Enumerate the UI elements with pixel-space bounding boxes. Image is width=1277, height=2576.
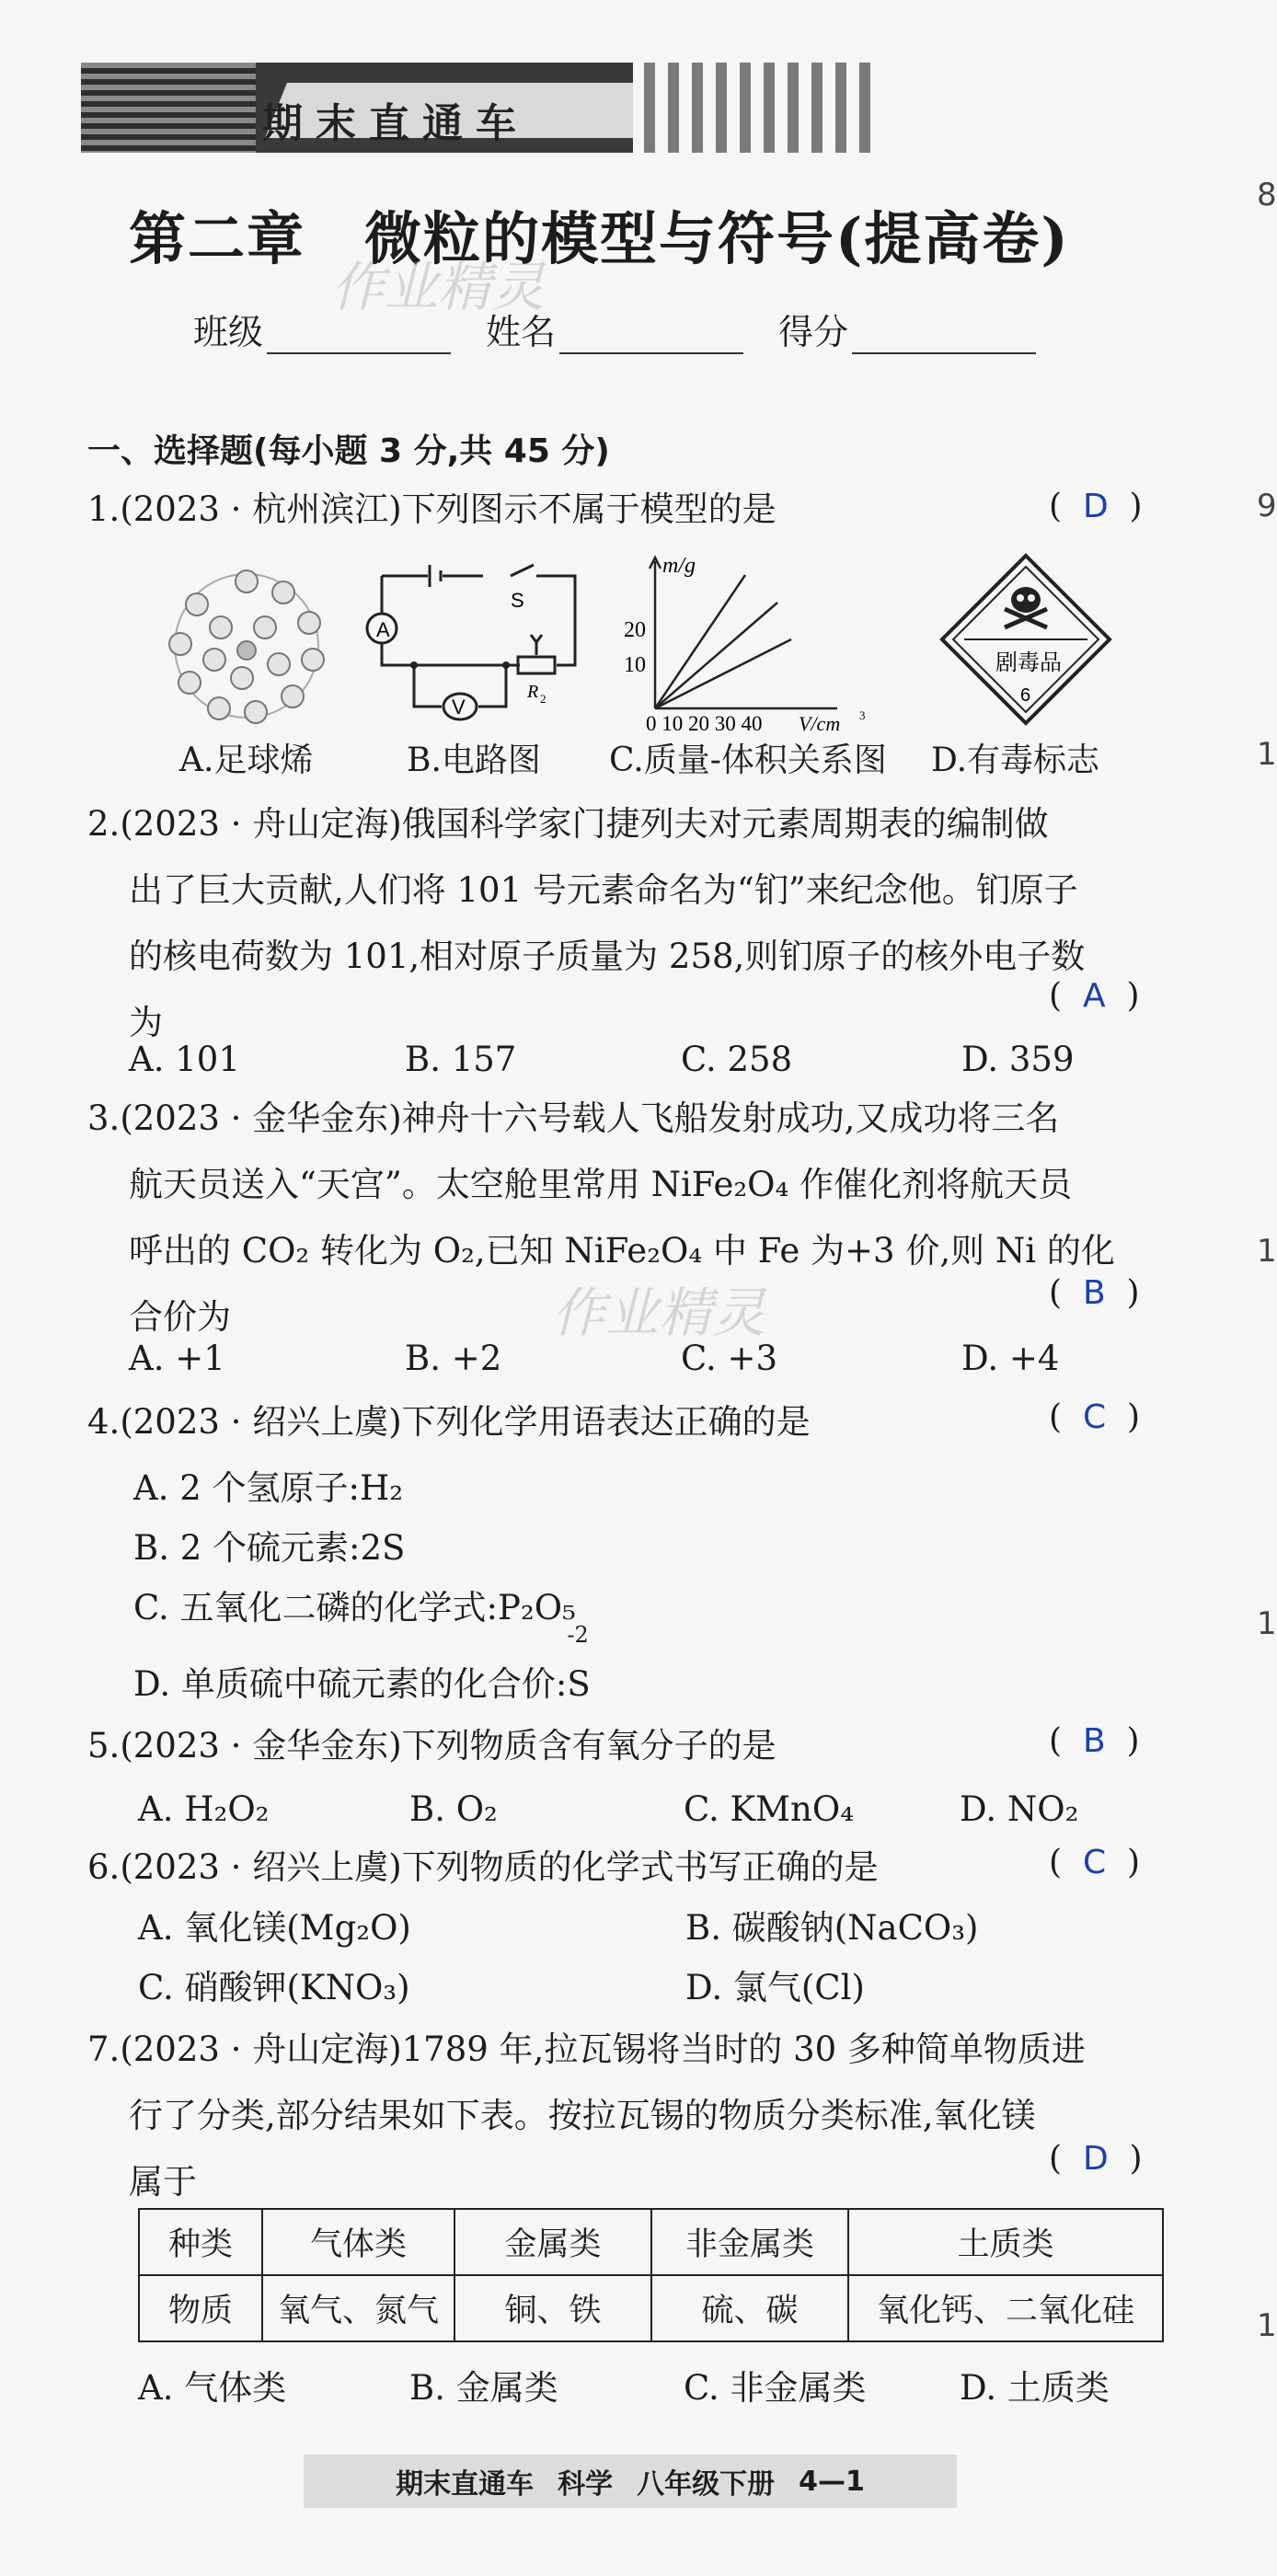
table-row xyxy=(139,2209,1163,2275)
section-heading: 一、选择题(每小题 3 分,共 45 分) xyxy=(87,432,610,470)
q7-answer-box: ( D ) xyxy=(1049,2140,1143,2178)
q6-option-c[interactable]: C. 硝酸钾(KNO₃) xyxy=(138,1968,410,2007)
q4-option-a[interactable]: A. 2 个氢原子:H₂ xyxy=(133,1468,404,1508)
resistor-sub: 2 xyxy=(540,692,546,706)
edge-mark: 9 xyxy=(1257,488,1277,524)
graph-x-ticks: 0 10 20 30 40 xyxy=(646,712,763,735)
q3-option-b[interactable]: B. +2 xyxy=(405,1339,502,1378)
q6-option-a[interactable]: A. 氧化镁(Mg₂O) xyxy=(138,1908,411,1948)
table-cell: 氧气、氮气 xyxy=(262,2275,454,2341)
watermark: 作业精灵 xyxy=(331,256,546,318)
q4-option-c[interactable]: C. 五氧化二磷的化学式:P₂O₅ xyxy=(133,1588,576,1627)
table-cell: 气体类 xyxy=(262,2209,454,2275)
q5-option-b[interactable]: B. O₂ xyxy=(409,1789,498,1829)
q3-answer: B xyxy=(1082,1274,1106,1312)
q3-option-a[interactable]: A. +1 xyxy=(129,1339,225,1378)
score-field[interactable] xyxy=(778,304,1036,354)
class-blank[interactable] xyxy=(267,316,451,354)
table-cell: 土质类 xyxy=(848,2209,1163,2275)
q2-option-c[interactable]: C. 258 xyxy=(681,1040,793,1079)
q2-option-d[interactable]: D. 359 xyxy=(961,1040,1075,1079)
chapter-title: 第二章 微粒的模型与符号(提高卷) xyxy=(129,205,1070,272)
table-cell: 物质 xyxy=(139,2275,262,2341)
q4-option-b[interactable]: B. 2 个硫元素:2S xyxy=(133,1528,406,1568)
graph-tick-10: 10 xyxy=(624,653,646,677)
footer-page: 4—1 xyxy=(799,2465,865,2498)
page-footer xyxy=(304,2455,957,2508)
table-cell: 氧化钙、二氧化硅 xyxy=(848,2275,1163,2341)
q4-answer: C xyxy=(1082,1398,1107,1436)
q1-stem: 1.(2023 · 杭州滨江)下列图示不属于模型的是 xyxy=(87,489,777,529)
circuit-diagram-figure xyxy=(363,559,580,734)
q4-option-d[interactable]: D. 单质硫中硫元素的化合价: -2 S xyxy=(133,1622,591,1704)
footer-grade: 八年级下册 xyxy=(637,2468,776,2501)
q3-options xyxy=(129,1339,1059,1378)
q5-stem: 5.(2023 · 金华金东)下列物质含有氧分子的是 xyxy=(87,1726,777,1765)
q2-options xyxy=(129,1040,1075,1079)
mass-volume-graph-figure xyxy=(607,552,883,736)
graph-x-label: V/cm xyxy=(799,712,841,735)
q5-option-d[interactable]: D. NO₂ xyxy=(960,1789,1079,1829)
q5-option-a[interactable]: A. H₂O₂ xyxy=(138,1789,270,1829)
poison-class: 6 xyxy=(1020,685,1031,706)
q7-stem: 7.(2023 · 舟山定海)1789 年,拉瓦锡将当时的 30 多种简单物质进 行了分类,部分结果如下表。按拉瓦锡的物质分类标准,氧化镁 属于 xyxy=(87,2030,1086,2202)
table-cell: 铜、铁 xyxy=(454,2275,651,2341)
q3-option-d[interactable]: D. +4 xyxy=(961,1339,1060,1378)
graph-x-sup: 3 xyxy=(859,708,866,722)
poison-sign-figure xyxy=(938,552,1113,727)
q5-option-c[interactable]: C. KMnO₄ xyxy=(684,1789,855,1829)
footer-series: 期末直通车 xyxy=(396,2468,535,2501)
q6-option-d[interactable]: D. 氯气(Cl) xyxy=(685,1968,865,2007)
q6-option-b[interactable]: B. 碳酸钠(NaCO₃) xyxy=(685,1908,979,1948)
poison-text: 剧毒品 xyxy=(995,650,1062,675)
student-fields xyxy=(193,304,1071,354)
q3-stem: 3.(2023 · 金华金东)神舟十六号载人飞船发射成功,又成功将三名 航天员送入“天宫”。太空舱里常用 NiFe₂O₄ 作催化剂将航天员 呼出的 CO₂ 转化为 O₂,已知 NiFe₂O₄ 中 Fe 为+3 价,则 Ni 的化 合价为 xyxy=(87,1098,1115,1337)
q2-answer: A xyxy=(1082,977,1106,1015)
score-label: 得分 xyxy=(778,312,849,352)
banner-title: 期末直通车 xyxy=(262,100,529,147)
q7-option-b[interactable]: B. 金属类 xyxy=(409,2368,558,2408)
q1-option-d[interactable]: D.有毒标志 xyxy=(931,742,1100,779)
q7-option-a[interactable]: A. 气体类 xyxy=(138,2368,287,2408)
table-cell: 硫、碳 xyxy=(651,2275,848,2341)
q5-answer-box: ( B ) xyxy=(1049,1722,1140,1760)
edge-mark: 1 xyxy=(1257,1605,1277,1642)
skull-icon xyxy=(1005,587,1047,627)
voltmeter-label: V xyxy=(452,696,466,719)
q6-stem: 6.(2023 · 绍兴上虞)下列物质的化学式书写正确的是 xyxy=(87,1847,879,1887)
q4-stem: 4.(2023 · 绍兴上虞)下列化学用语表达正确的是 xyxy=(87,1402,811,1442)
q7-option-d[interactable]: D. 土质类 xyxy=(960,2368,1110,2408)
q1-answer-box: ( D ) xyxy=(1049,488,1143,525)
graph-tick-20: 20 xyxy=(624,618,646,642)
edge-mark: 1 xyxy=(1257,1233,1277,1270)
q1-answer: D xyxy=(1082,488,1109,525)
q2-option-a[interactable]: A. 101 xyxy=(129,1040,240,1079)
name-label: 姓名 xyxy=(486,312,557,352)
q7-options xyxy=(138,2360,1110,2409)
edge-mark: 1 xyxy=(1257,2307,1277,2344)
q2-stem: 2.(2023 · 舟山定海)俄国科学家门捷列夫对元素周期表的编制做 出了巨大贡献,人们将 101 号元素命名为“钔”来纪念他。钔原子 的核电荷数为 101,相对原子质量为 258,则钔原子的核外电子数 为 xyxy=(87,804,1086,1042)
q2-option-b[interactable]: B. 157 xyxy=(405,1040,517,1079)
graph-y-label: m/g xyxy=(662,554,696,578)
resistor-label: R xyxy=(527,682,539,702)
classification-table xyxy=(138,2208,1164,2342)
q1-option-b[interactable]: B.电路图 xyxy=(407,742,541,779)
banner-bars xyxy=(644,63,902,153)
table-cell: 金属类 xyxy=(454,2209,651,2275)
edge-mark: 8 xyxy=(1257,177,1277,213)
football-ene-figure xyxy=(164,563,329,729)
q6-answer-box: ( C ) xyxy=(1049,1844,1141,1881)
q7-answer: D xyxy=(1082,2140,1109,2178)
q7-option-c[interactable]: C. 非金属类 xyxy=(684,2368,867,2408)
class-label: 班级 xyxy=(193,312,264,352)
table-cell: 非金属类 xyxy=(651,2209,848,2275)
name-field[interactable] xyxy=(486,304,743,354)
edge-mark: 1 xyxy=(1257,736,1277,773)
q3-answer-box: ( B ) xyxy=(1049,1274,1140,1312)
banner-stripes xyxy=(81,63,256,153)
q5-answer: B xyxy=(1082,1722,1106,1760)
watermark-2: 作业精灵 xyxy=(552,1282,766,1344)
table-row xyxy=(139,2275,1163,2341)
q1-option-c[interactable]: C.质量-体积关系图 xyxy=(609,742,887,779)
q2-answer-box: ( A ) xyxy=(1049,977,1140,1015)
table-cell: 种类 xyxy=(139,2209,262,2275)
q3-option-c[interactable]: C. +3 xyxy=(681,1339,778,1378)
footer-subject: 科学 xyxy=(558,2468,614,2501)
switch-label: S xyxy=(511,589,524,612)
q1-option-a[interactable]: A.足球烯 xyxy=(179,742,314,779)
ammeter-label: A xyxy=(376,618,390,641)
name-blank[interactable] xyxy=(559,316,743,354)
q4-answer-box: ( C ) xyxy=(1049,1398,1141,1436)
class-field[interactable] xyxy=(193,304,451,354)
q6-answer: C xyxy=(1082,1844,1107,1881)
q4-d-charge: -2 xyxy=(567,1622,589,1648)
q5-options xyxy=(138,1789,1078,1829)
score-blank[interactable] xyxy=(852,316,1036,354)
